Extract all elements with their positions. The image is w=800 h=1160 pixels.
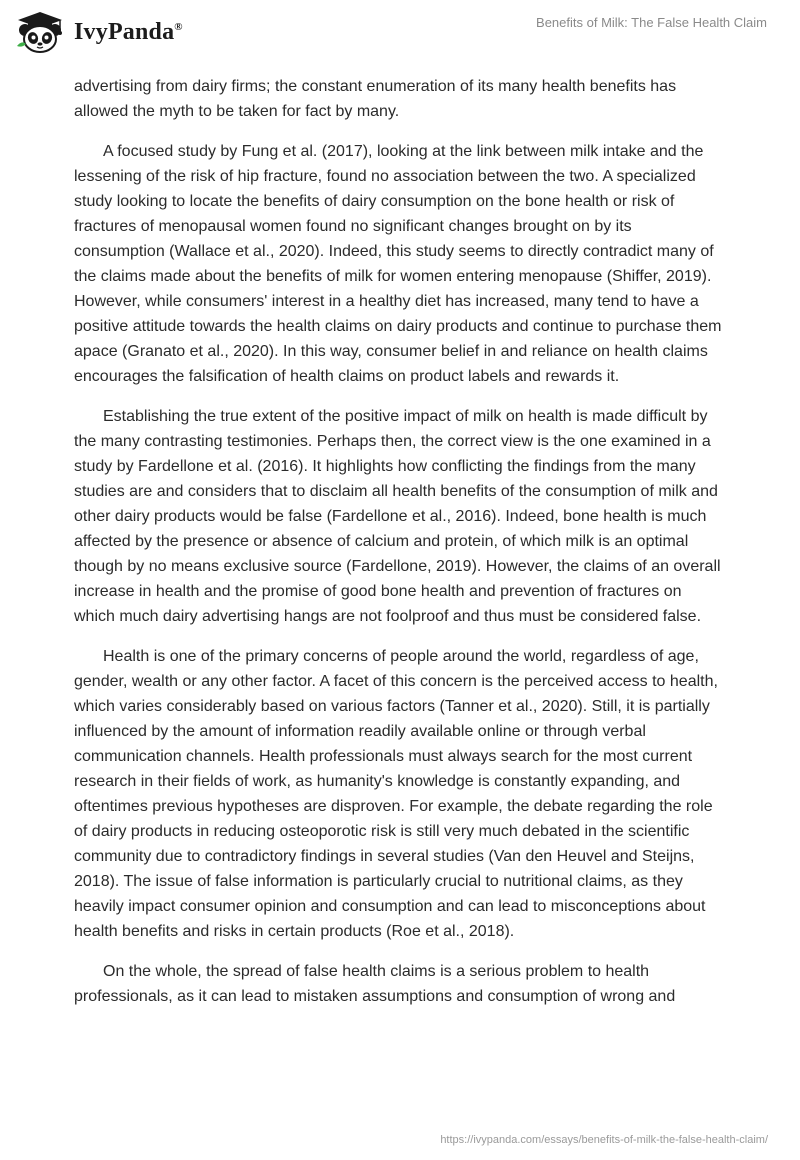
source-url[interactable]: https://ivypanda.com/essays/benefits-of-milk-the-false-health-claim/ xyxy=(440,1134,768,1146)
essay-body xyxy=(74,74,724,1024)
paragraph: On the whole, the spread of false health claims is a serious problem to health professionals, as it can lead to mistaken assumptions and consumption of wrong and xyxy=(74,963,676,1005)
paragraph-continued: advertising from dairy firms; the constant enumeration of its many health benefits has allowed the myth to be taken for fact by many. xyxy=(74,78,677,120)
ivypanda-logo[interactable] xyxy=(14,10,183,54)
panda-graduate-icon xyxy=(14,10,66,54)
logo-wordmark: IvyPanda® xyxy=(74,18,183,45)
page-header xyxy=(0,0,800,70)
paragraph: Establishing the true extent of the positive impact of milk on health is made difficult by the many contrasting testimonies. Perhaps then, the correct view is the one examined in a study by Fardellone et al. (2016). It highlights how conflicting the findings from the many studies are and considers that to disclaim all health benefits of the consumption of milk and other dairy products would be false (Fardellone et al., 2016). Indeed, bone health is much affected by the presence or absence of calcium and protein, of which milk is an optimal though by no means exclusive source (Fardellone, 2019). However, the claims of an overall increase in health and the promise of good bone health and prevention of fractures on which much dairy advertising hangs are not foolproof and thus must be considered false. xyxy=(74,408,721,625)
document-title: Benefits of Milk: The False Health Claim xyxy=(536,15,767,30)
paragraph: A focused study by Fung et al. (2017), looking at the link between milk intake and the lessening of the risk of hip fracture, found no association between the two. A specialized study looking to locate the benefits of dairy consumption on the bone health or risk of fractures of menopausal women found no significant changes brought on by its consumption (Wallace et al., 2020). Indeed, this study seems to directly contradict many of the claims made about the benefits of milk for women entering menopause (Shiffer, 2019). However, while consumers' interest in a healthy diet has increased, many tend to have a positive attitude towards the health claims on dairy products and continue to purchase them apace (Granato et al., 2020). In this way, consumer belief in and reliance on health claims encourages the falsification of health claims on product labels and rewards it. xyxy=(74,143,722,385)
paragraph: Health is one of the primary concerns of people around the world, regardless of age, gender, wealth or any other factor. A facet of this concern is the perceived access to health, which varies considerably based on various factors (Tanner et al., 2020). Still, it is partially influenced by the amount of information readily available online or through verbal communication channels. Health professionals must always search for the most current research in their fields of work, as humanity's knowledge is constantly expanding, and oftentimes previous hypotheses are disproven. For example, the debate regarding the role of dairy products in reducing osteoporotic risk is still very much debated in the scientific community due to contradictory findings in several studies (Van den Heuvel and Steijns, 2018). The issue of false information is particularly crucial to nutritional claims, as they heavily impact consumer opinion and consumption and can lead to misconceptions about health benefits and risks in certain products (Roe et al., 2018). xyxy=(74,648,718,940)
